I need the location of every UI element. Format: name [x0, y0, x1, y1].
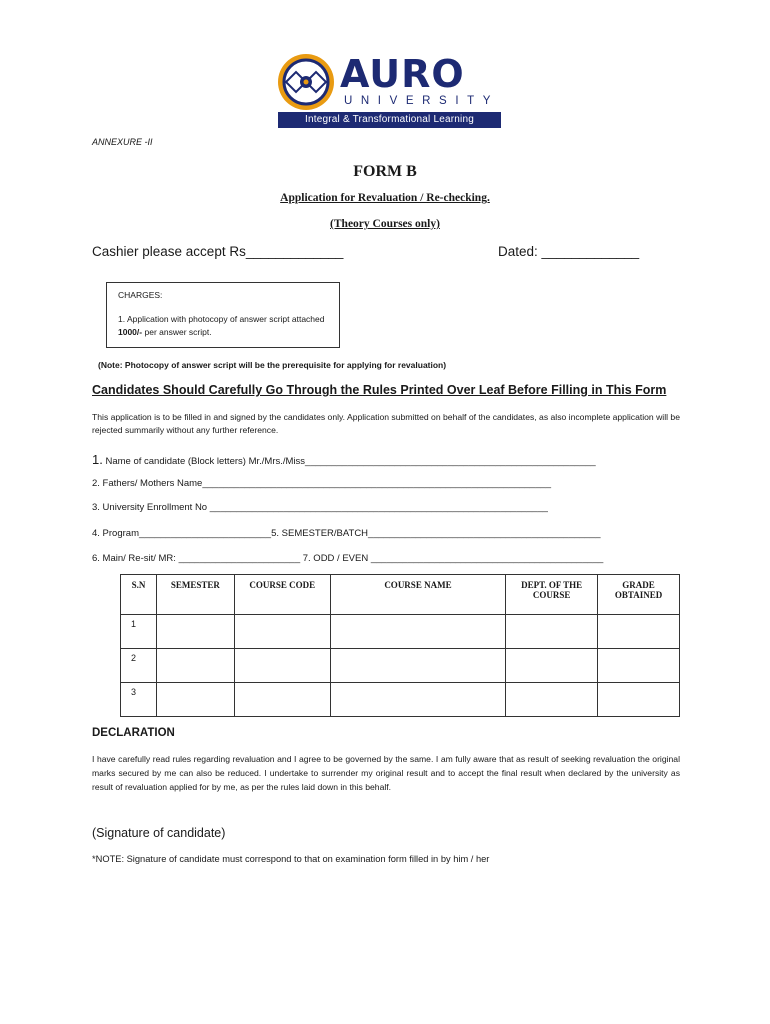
header-grade: GRADE OBTAINED: [598, 575, 680, 615]
table-row: [121, 615, 680, 649]
dated-label: Dated:: [498, 244, 538, 259]
semester-cell[interactable]: [156, 649, 234, 683]
course-name-cell[interactable]: [330, 683, 506, 717]
enrollment-label: 3. University Enrollment No: [92, 502, 208, 513]
grade-cell[interactable]: [598, 649, 680, 683]
course-code-cell[interactable]: [234, 615, 330, 649]
rules-heading: Candidates Should Carefully Go Through the Rules Printed Over Leaf Before Filling in This Form: [92, 383, 667, 397]
logo-wordmark: AURO: [340, 52, 465, 96]
parent-name-label: 2. Fathers/ Mothers Name: [92, 478, 203, 489]
cashier-label: Cashier please accept Rs: [92, 244, 246, 259]
table-row: [121, 683, 680, 717]
candidate-name-label: Name of candidate (Block letters) Mr./Mrs./Miss: [105, 456, 306, 467]
exam-type-row: [92, 553, 603, 564]
odd-even-label: 7. ODD / EVEN: [302, 553, 369, 564]
annexure-label: ANNEXURE -II: [92, 137, 153, 147]
intro-paragraph: This application is to be filled in and signed by the candidates only. Application submitted on behalf of the candidates, as also incomplete application will be rejected summarily without any further reference.: [92, 412, 680, 435]
logo-subtitle: UNIVERSITY: [344, 95, 500, 107]
table-row: [121, 649, 680, 683]
course-name-cell[interactable]: [330, 649, 506, 683]
header-course-code: COURSE CODE: [234, 575, 330, 615]
semester-cell[interactable]: [156, 683, 234, 717]
grade-cell[interactable]: [598, 683, 680, 717]
charges-box: [106, 282, 340, 348]
header-sn: S.N: [121, 575, 157, 615]
semester-batch-label: 5. SEMESTER/BATCH: [271, 528, 369, 539]
emblem-icon: [274, 52, 338, 112]
header-dept: DEPT. OF THE COURSE: [506, 575, 598, 615]
charges-amount: 1000/-: [118, 327, 143, 337]
odd-even-field[interactable]: ____________________________________________: [370, 553, 604, 564]
dept-cell[interactable]: [506, 615, 598, 649]
signature-note: *NOTE: Signature of candidate must correspond to that on examination form filled in by him / her: [92, 854, 490, 864]
course-table: [120, 574, 680, 717]
exam-type-field[interactable]: _______________________: [178, 553, 301, 564]
charges-title: CHARGES:: [118, 290, 163, 300]
form-subtitle-scope: (Theory Courses only): [330, 218, 440, 230]
program-semester-row: [92, 528, 601, 539]
program-field[interactable]: _________________________: [139, 528, 272, 539]
date-field[interactable]: _____________: [541, 244, 640, 259]
charges-line: [118, 313, 328, 339]
enrollment-row: [92, 502, 548, 513]
parent-name-field[interactable]: __________________________________________________________________: [202, 478, 552, 489]
header-course-name: COURSE NAME: [330, 575, 506, 615]
table-header-row: [121, 575, 680, 615]
logo-tagline: Integral & Transformational Learning: [278, 112, 501, 128]
declaration-text: I have carefully read rules regarding revaluation and I agree to be governed by the same. I am fully aware that as result of seeking revaluation the original marks secured by me can also be reduced. I undertake to surrender my original result and to accept the final result when declared by the university as result of revaluation applied for by me, as per the rules laid down in this behalf.: [92, 754, 680, 792]
row-number: 2: [121, 649, 157, 683]
charges-line-suffix: per answer script.: [144, 327, 212, 337]
field-number: 1.: [92, 452, 103, 467]
semester-cell[interactable]: [156, 615, 234, 649]
cashier-amount-line: [92, 244, 343, 259]
dated-line: [498, 244, 639, 259]
cashier-amount-field[interactable]: _____________: [245, 244, 344, 259]
candidate-name-row: [92, 452, 596, 467]
charges-line-prefix: 1. Application with photocopy of answer script attached: [118, 314, 325, 324]
candidate-name-field[interactable]: _______________________________________________________: [305, 456, 596, 467]
grade-cell[interactable]: [598, 615, 680, 649]
dept-cell[interactable]: [506, 649, 598, 683]
program-label: 4. Program: [92, 528, 139, 539]
form-title: FORM B: [353, 163, 417, 180]
enrollment-field[interactable]: ________________________________________________________________: [209, 502, 548, 513]
photocopy-note: (Note: Photocopy of answer script will be the prerequisite for applying for revaluation): [98, 360, 447, 370]
form-subtitle: Application for Revaluation / Re-checking.: [280, 192, 490, 204]
dept-cell[interactable]: [506, 683, 598, 717]
row-number: 3: [121, 683, 157, 717]
header-semester: SEMESTER: [156, 575, 234, 615]
signature-label: (Signature of candidate): [92, 826, 226, 840]
university-logo: [274, 52, 502, 128]
declaration-title: DECLARATION: [92, 727, 175, 739]
row-number: 1: [121, 615, 157, 649]
semester-batch-field[interactable]: ____________________________________________: [368, 528, 601, 539]
exam-type-label: 6. Main/ Re-sit/ MR:: [92, 553, 176, 564]
parent-name-row: [92, 478, 551, 489]
course-name-cell[interactable]: [330, 615, 506, 649]
course-code-cell[interactable]: [234, 683, 330, 717]
course-code-cell[interactable]: [234, 649, 330, 683]
